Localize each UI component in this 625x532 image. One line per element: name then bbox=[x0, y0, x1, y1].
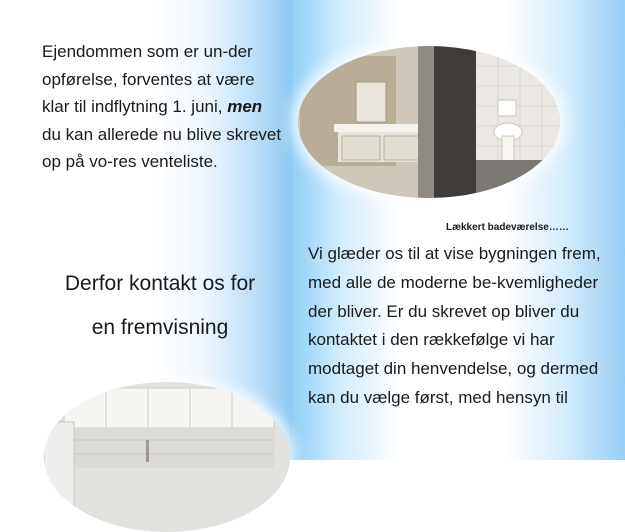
bathroom-caption: Lækkert badeværelse…… bbox=[446, 222, 569, 233]
cta-line-2: en fremvisning bbox=[91, 316, 229, 339]
bathroom-photo bbox=[298, 46, 560, 198]
showing-paragraph: Vi glæder os til at vise bygningen frem, med alle de moderne be-kvemligheder der bliver. Er du skrevet op bliver du kontaktet i den rækkefølge vi har modtaget din henvendelse, og dermed kan du vælge først, med hensyn til bbox=[308, 244, 601, 407]
kitchen-illustration bbox=[44, 382, 290, 532]
intro-paragraph bbox=[42, 38, 282, 176]
intro-text-end: du kan allerede nu blive skrevet op på vo-res venteliste. bbox=[42, 124, 282, 171]
cta-line-1: Derfor kontakt os for bbox=[64, 272, 256, 295]
contact-call-to-action bbox=[38, 262, 282, 350]
kitchen-photo bbox=[44, 382, 290, 532]
intro-emphasis: men bbox=[227, 97, 263, 116]
bathroom-illustration bbox=[298, 46, 560, 198]
intro-text-start: Ejendommen som er un-der opførelse, forventes at være klar til indflytning 1. juni, bbox=[42, 42, 255, 116]
